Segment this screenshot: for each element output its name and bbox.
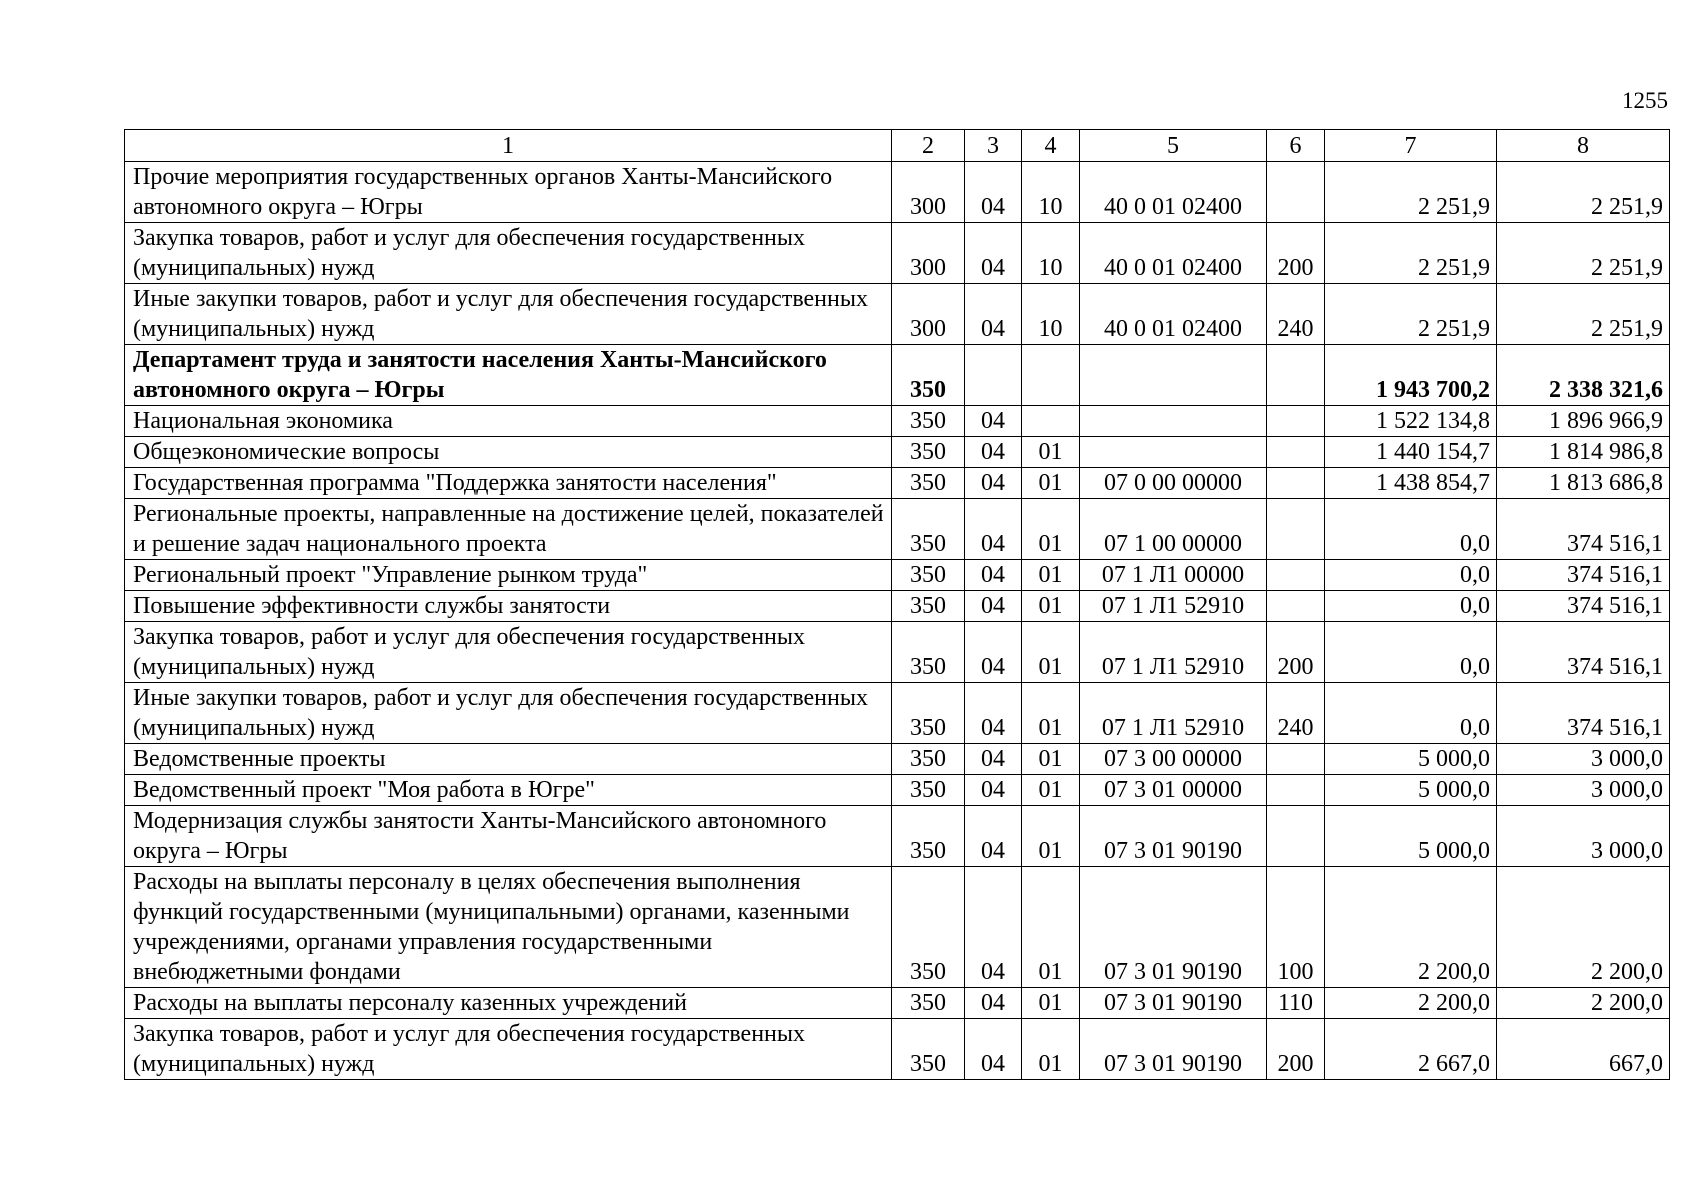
- cell-code-2: 350: [892, 406, 965, 437]
- cell-code-2: 350: [892, 499, 965, 560]
- table-row: [125, 867, 1670, 988]
- table-row: [125, 345, 1670, 406]
- cell-code-4: 01: [1022, 499, 1080, 560]
- cell-amount-7: 5 000,0: [1325, 806, 1497, 867]
- cell-amount-8: 667,0: [1497, 1019, 1670, 1080]
- table-row: [125, 683, 1670, 744]
- cell-code-6: [1267, 560, 1325, 591]
- cell-amount-8: 374 516,1: [1497, 591, 1670, 622]
- cell-code-4: 01: [1022, 468, 1080, 499]
- cell-amount-7: 2 200,0: [1325, 988, 1497, 1019]
- cell-code-2: 350: [892, 988, 965, 1019]
- cell-code-2: 350: [892, 345, 965, 406]
- cell-name: Прочие мероприятия государственных органов Ханты-Мансийского автономного округа – Югры: [125, 162, 892, 223]
- cell-code-6: [1267, 437, 1325, 468]
- cell-code-4: 10: [1022, 284, 1080, 345]
- cell-code-6: 110: [1267, 988, 1325, 1019]
- table-row: [125, 406, 1670, 437]
- cell-code-4: 01: [1022, 437, 1080, 468]
- cell-code-5: 07 3 01 00000: [1080, 775, 1267, 806]
- cell-code-2: 350: [892, 744, 965, 775]
- cell-code-2: 350: [892, 468, 965, 499]
- cell-name: Департамент труда и занятости населения Ханты-Мансийского автономного округа – Югры: [125, 345, 892, 406]
- cell-code-6: [1267, 162, 1325, 223]
- cell-name: Модернизация службы занятости Ханты-Мансийского автономного округа – Югры: [125, 806, 892, 867]
- cell-code-5: 40 0 01 02400: [1080, 284, 1267, 345]
- cell-name: Ведомственный проект "Моя работа в Югре": [125, 775, 892, 806]
- cell-amount-8: 374 516,1: [1497, 499, 1670, 560]
- cell-amount-8: 2 200,0: [1497, 867, 1670, 988]
- cell-code-4: 01: [1022, 1019, 1080, 1080]
- cell-code-4: 01: [1022, 988, 1080, 1019]
- cell-code-3: 04: [965, 499, 1022, 560]
- column-header-7: 7: [1325, 130, 1497, 162]
- cell-code-4: 01: [1022, 683, 1080, 744]
- column-header-6: 6: [1267, 130, 1325, 162]
- table-row: [125, 988, 1670, 1019]
- cell-name: Региональные проекты, направленные на достижение целей, показателей и решение задач национального проекта: [125, 499, 892, 560]
- cell-amount-8: 1 813 686,8: [1497, 468, 1670, 499]
- cell-code-3: 04: [965, 162, 1022, 223]
- cell-amount-8: 3 000,0: [1497, 744, 1670, 775]
- cell-code-4: 01: [1022, 806, 1080, 867]
- cell-name: Региональный проект "Управление рынком труда": [125, 560, 892, 591]
- cell-code-5: 07 3 01 90190: [1080, 867, 1267, 988]
- cell-code-6: 200: [1267, 622, 1325, 683]
- cell-name: Ведомственные проекты: [125, 744, 892, 775]
- cell-code-5: 07 3 01 90190: [1080, 1019, 1267, 1080]
- cell-code-2: 350: [892, 1019, 965, 1080]
- cell-code-2: 300: [892, 284, 965, 345]
- cell-amount-7: 0,0: [1325, 560, 1497, 591]
- column-header-3: 3: [965, 130, 1022, 162]
- table-row: [125, 162, 1670, 223]
- cell-code-3: 04: [965, 468, 1022, 499]
- table-row: [125, 591, 1670, 622]
- cell-code-2: 350: [892, 622, 965, 683]
- cell-code-3: 04: [965, 437, 1022, 468]
- cell-code-3: 04: [965, 775, 1022, 806]
- table-row: [125, 775, 1670, 806]
- cell-code-6: 200: [1267, 223, 1325, 284]
- cell-code-6: 200: [1267, 1019, 1325, 1080]
- cell-code-5: 07 1 Л1 52910: [1080, 622, 1267, 683]
- cell-amount-7: 5 000,0: [1325, 775, 1497, 806]
- cell-amount-7: 1 943 700,2: [1325, 345, 1497, 406]
- cell-code-3: 04: [965, 1019, 1022, 1080]
- table-row: [125, 560, 1670, 591]
- cell-code-3: 04: [965, 284, 1022, 345]
- cell-amount-8: 2 338 321,6: [1497, 345, 1670, 406]
- cell-code-4: [1022, 406, 1080, 437]
- cell-code-2: 350: [892, 591, 965, 622]
- cell-code-5: 07 3 01 90190: [1080, 988, 1267, 1019]
- cell-amount-8: 374 516,1: [1497, 622, 1670, 683]
- cell-amount-8: 374 516,1: [1497, 683, 1670, 744]
- cell-code-3: 04: [965, 806, 1022, 867]
- cell-code-3: 04: [965, 223, 1022, 284]
- cell-amount-7: 2 667,0: [1325, 1019, 1497, 1080]
- cell-amount-8: 3 000,0: [1497, 775, 1670, 806]
- cell-code-3: 04: [965, 622, 1022, 683]
- cell-code-2: 350: [892, 806, 965, 867]
- cell-code-4: 10: [1022, 162, 1080, 223]
- cell-code-2: 350: [892, 775, 965, 806]
- cell-code-3: 04: [965, 988, 1022, 1019]
- cell-amount-7: 0,0: [1325, 499, 1497, 560]
- cell-amount-8: 2 251,9: [1497, 162, 1670, 223]
- cell-code-3: 04: [965, 683, 1022, 744]
- cell-name: Иные закупки товаров, работ и услуг для обеспечения государственных (муниципальных) нужд: [125, 683, 892, 744]
- cell-code-2: 300: [892, 223, 965, 284]
- cell-amount-8: 2 251,9: [1497, 223, 1670, 284]
- cell-code-4: 10: [1022, 223, 1080, 284]
- cell-name: Национальная экономика: [125, 406, 892, 437]
- cell-amount-8: 374 516,1: [1497, 560, 1670, 591]
- cell-amount-7: 2 251,9: [1325, 162, 1497, 223]
- cell-code-2: 350: [892, 683, 965, 744]
- cell-amount-8: 1 896 966,9: [1497, 406, 1670, 437]
- cell-code-6: [1267, 591, 1325, 622]
- table-row: [125, 284, 1670, 345]
- cell-amount-7: 2 251,9: [1325, 284, 1497, 345]
- cell-code-4: 01: [1022, 622, 1080, 683]
- column-header-8: 8: [1497, 130, 1670, 162]
- cell-name: Повышение эффективности службы занятости: [125, 591, 892, 622]
- budget-table: [124, 129, 1670, 1080]
- cell-code-5: 40 0 01 02400: [1080, 162, 1267, 223]
- cell-code-4: 01: [1022, 591, 1080, 622]
- cell-code-4: 01: [1022, 867, 1080, 988]
- cell-code-4: [1022, 345, 1080, 406]
- table-row: [125, 1019, 1670, 1080]
- cell-amount-7: 0,0: [1325, 622, 1497, 683]
- cell-code-5: 07 1 00 00000: [1080, 499, 1267, 560]
- column-header-4: 4: [1022, 130, 1080, 162]
- cell-code-2: 350: [892, 867, 965, 988]
- cell-name: Общеэкономические вопросы: [125, 437, 892, 468]
- cell-amount-7: 5 000,0: [1325, 744, 1497, 775]
- cell-amount-7: 2 251,9: [1325, 223, 1497, 284]
- cell-code-5: 07 3 00 00000: [1080, 744, 1267, 775]
- cell-code-5: [1080, 406, 1267, 437]
- column-header-5: 5: [1080, 130, 1267, 162]
- table-row: [125, 223, 1670, 284]
- cell-code-6: [1267, 744, 1325, 775]
- cell-amount-7: 0,0: [1325, 683, 1497, 744]
- cell-name: Иные закупки товаров, работ и услуг для обеспечения государственных (муниципальных) нужд: [125, 284, 892, 345]
- cell-amount-8: 2 200,0: [1497, 988, 1670, 1019]
- cell-code-5: 07 0 00 00000: [1080, 468, 1267, 499]
- cell-amount-7: 1 438 854,7: [1325, 468, 1497, 499]
- cell-code-3: 04: [965, 867, 1022, 988]
- cell-code-5: 07 1 Л1 00000: [1080, 560, 1267, 591]
- cell-code-6: 240: [1267, 683, 1325, 744]
- cell-name: Расходы на выплаты персоналу в целях обеспечения выполнения функций государственными (муниципальными) органами, казенными учреждениями, органами управления государственными внебюджетными фондами: [125, 867, 892, 988]
- cell-code-4: 01: [1022, 775, 1080, 806]
- cell-code-6: [1267, 806, 1325, 867]
- cell-code-3: 04: [965, 591, 1022, 622]
- cell-code-4: 01: [1022, 744, 1080, 775]
- table-header: [125, 130, 1670, 162]
- column-header-2: 2: [892, 130, 965, 162]
- table-row: [125, 622, 1670, 683]
- table-row: [125, 468, 1670, 499]
- cell-name: Расходы на выплаты персоналу казенных учреждений: [125, 988, 892, 1019]
- cell-code-3: 04: [965, 744, 1022, 775]
- cell-code-6: 240: [1267, 284, 1325, 345]
- cell-code-5: 07 1 Л1 52910: [1080, 683, 1267, 744]
- cell-code-6: [1267, 406, 1325, 437]
- cell-code-3: 04: [965, 406, 1022, 437]
- cell-amount-8: 1 814 986,8: [1497, 437, 1670, 468]
- cell-name: Государственная программа "Поддержка занятости населения": [125, 468, 892, 499]
- cell-code-6: 100: [1267, 867, 1325, 988]
- table-row: [125, 499, 1670, 560]
- cell-code-3: [965, 345, 1022, 406]
- table-row: [125, 806, 1670, 867]
- cell-name: Закупка товаров, работ и услуг для обеспечения государственных (муниципальных) нужд: [125, 622, 892, 683]
- cell-code-5: 40 0 01 02400: [1080, 223, 1267, 284]
- table-row: [125, 437, 1670, 468]
- header-row: [125, 130, 1670, 162]
- cell-code-6: [1267, 775, 1325, 806]
- cell-code-5: 07 3 01 90190: [1080, 806, 1267, 867]
- cell-code-5: [1080, 437, 1267, 468]
- cell-code-6: [1267, 345, 1325, 406]
- cell-name: Закупка товаров, работ и услуг для обеспечения государственных (муниципальных) нужд: [125, 1019, 892, 1080]
- table-body: [125, 162, 1670, 1080]
- cell-code-3: 04: [965, 560, 1022, 591]
- page-number: 1255: [1622, 88, 1668, 113]
- cell-code-4: 01: [1022, 560, 1080, 591]
- cell-code-2: 350: [892, 437, 965, 468]
- cell-code-6: [1267, 468, 1325, 499]
- cell-code-5: [1080, 345, 1267, 406]
- cell-amount-8: 3 000,0: [1497, 806, 1670, 867]
- cell-amount-7: 2 200,0: [1325, 867, 1497, 988]
- cell-amount-7: 1 440 154,7: [1325, 437, 1497, 468]
- cell-amount-7: 1 522 134,8: [1325, 406, 1497, 437]
- cell-code-2: 350: [892, 560, 965, 591]
- cell-code-6: [1267, 499, 1325, 560]
- cell-code-2: 300: [892, 162, 965, 223]
- column-header-1: 1: [125, 130, 892, 162]
- cell-name: Закупка товаров, работ и услуг для обеспечения государственных (муниципальных) нужд: [125, 223, 892, 284]
- cell-amount-8: 2 251,9: [1497, 284, 1670, 345]
- cell-code-5: 07 1 Л1 52910: [1080, 591, 1267, 622]
- cell-amount-7: 0,0: [1325, 591, 1497, 622]
- table-row: [125, 744, 1670, 775]
